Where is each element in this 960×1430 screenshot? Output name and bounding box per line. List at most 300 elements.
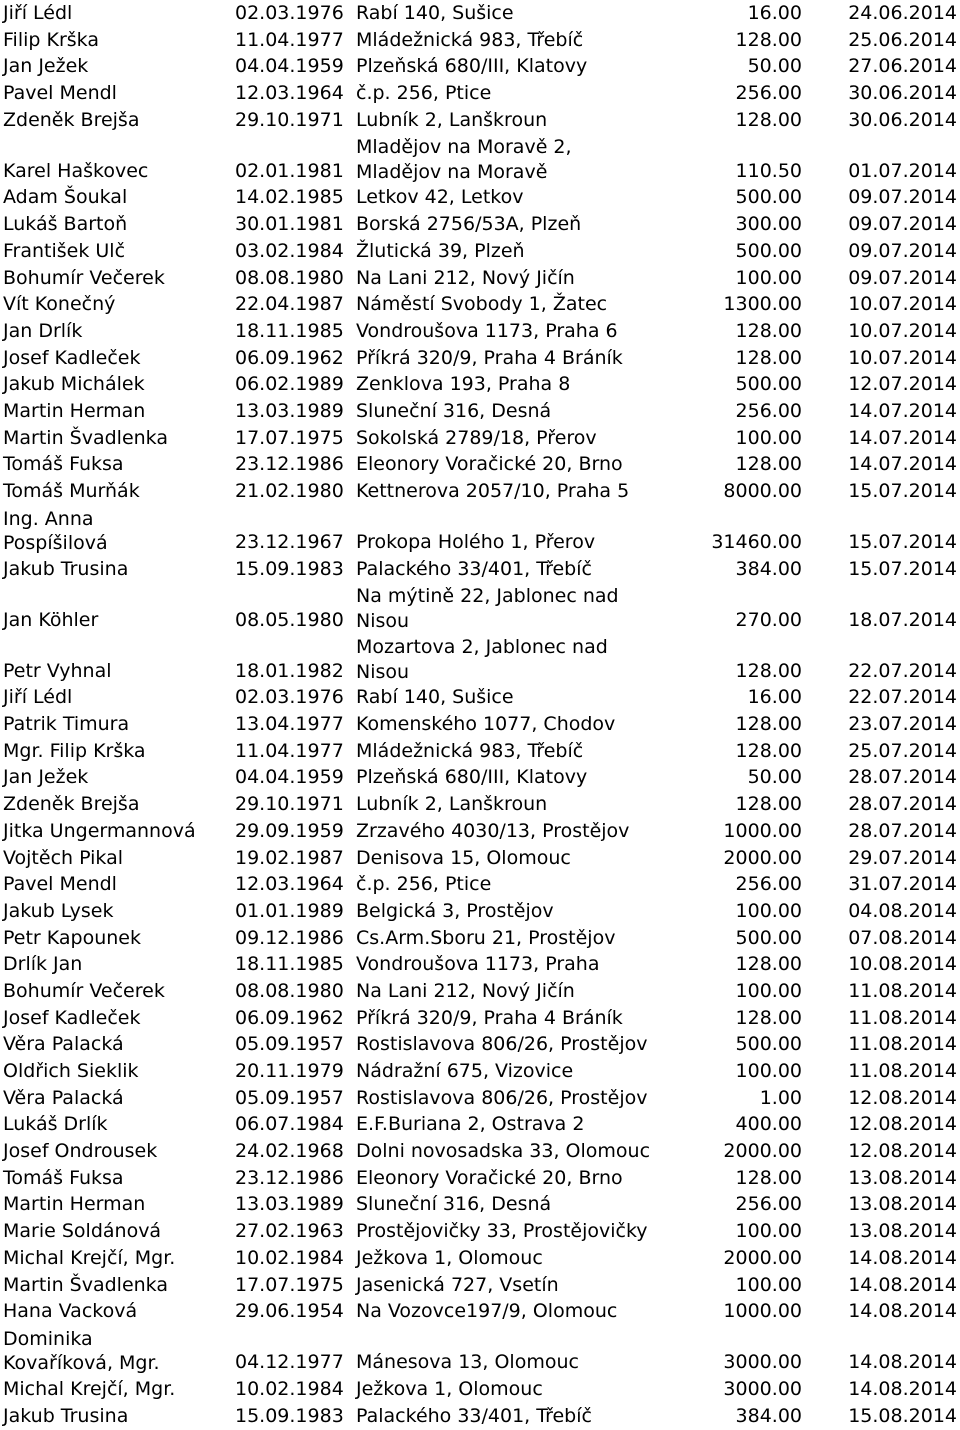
- birthdate-cell: 02.01.1981: [235, 159, 344, 182]
- name-cell: Tomáš Fuksa: [3, 1166, 124, 1189]
- address-cell: Komenského 1077, Chodov: [356, 713, 616, 736]
- name-line1: Dominika: [3, 1327, 93, 1350]
- address-cell: Prokopa Holého 1, Přerov: [356, 530, 596, 553]
- amount-cell: 400.00: [735, 1113, 802, 1136]
- table-row: [0, 818, 960, 845]
- amount-cell: 100.00: [735, 899, 802, 922]
- amount-cell: 100.00: [735, 1220, 802, 1243]
- address-cell: Na Lani 212, Nový Jičín: [356, 979, 575, 1002]
- address-cell: Kettnerova 2057/10, Praha 5: [356, 480, 630, 502]
- birthdate-cell: 06.07.1984: [235, 1113, 344, 1136]
- amount-cell: 128.00: [735, 713, 802, 736]
- address-cell: E.F.Buriana 2, Ostrava 2: [356, 1113, 585, 1136]
- amount-cell: 100.00: [735, 426, 802, 449]
- table-row: [0, 925, 960, 952]
- name-line1: Ing. Anna: [3, 507, 94, 530]
- address-cell: Zenklova 193, Praha 8: [356, 373, 571, 396]
- name-cell: Zdeněk Brejša: [3, 793, 140, 816]
- name-cell: Jiří Lédl: [3, 686, 73, 709]
- amount-cell: 384.00: [735, 1404, 802, 1427]
- birthdate-cell: 15.09.1983: [235, 557, 344, 580]
- date-cell: 23.07.2014: [848, 713, 957, 736]
- birthdate-cell: 30.01.1981: [235, 213, 344, 236]
- address-cell: Sluneční 316, Desná: [356, 399, 552, 422]
- name-cell: Jan Ježek: [3, 766, 89, 789]
- amount-cell: 128.00: [735, 453, 802, 476]
- name-cell: Vít Konečný: [3, 293, 116, 316]
- address-cell: Lubník 2, Lanškroun: [356, 793, 548, 816]
- name-cell: Jitka Ungermannová: [3, 819, 196, 842]
- table-row: [0, 738, 960, 765]
- amount-cell: 100.00: [735, 1060, 802, 1082]
- table-row: [0, 951, 960, 978]
- address-line1: Mozartova 2, Jablonec nad: [356, 636, 608, 659]
- date-cell: 13.08.2014: [848, 1220, 957, 1243]
- table-row: [0, 53, 960, 80]
- date-cell: 07.08.2014: [848, 926, 957, 949]
- birthdate-cell: 23.12.1986: [235, 453, 344, 476]
- birthdate-cell: 22.04.1987: [235, 293, 344, 316]
- name-cell: Jakub Lysek: [3, 899, 114, 922]
- birthdate-cell: 29.10.1971: [235, 108, 344, 131]
- birthdate-cell: 18.01.1982: [235, 659, 344, 682]
- birthdate-cell: 04.12.1977: [235, 1351, 344, 1374]
- table-row: [0, 633, 960, 684]
- birthdate-cell: 10.02.1984: [235, 1377, 344, 1400]
- date-cell: 29.07.2014: [848, 846, 957, 869]
- date-cell: 31.07.2014: [848, 873, 957, 896]
- address-cell: Ježkova 1, Olomouc: [356, 1377, 543, 1400]
- table-row: [0, 318, 960, 345]
- name-cell: Josef Kadleček: [3, 346, 141, 369]
- address-cell: Borská 2756/53A, Plzeň: [356, 213, 582, 236]
- name-cell: Bohumír Večerek: [3, 979, 165, 1002]
- table-row: [0, 1031, 960, 1058]
- name-cell: Lukáš Bartoň: [3, 213, 128, 236]
- amount-cell: 256.00: [735, 399, 802, 422]
- table-row: [0, 1325, 960, 1376]
- date-cell: 12.07.2014: [848, 373, 957, 396]
- address-cell: [356, 635, 608, 684]
- birthdate-cell: 27.02.1963: [235, 1220, 344, 1243]
- address-line2: Mladějov na Moravě: [356, 160, 548, 183]
- birthdate-cell: 29.09.1959: [235, 819, 344, 842]
- amount-cell: 256.00: [735, 1193, 802, 1216]
- table-row: [0, 238, 960, 265]
- date-cell: 14.08.2014: [848, 1300, 957, 1323]
- date-cell: 14.07.2014: [848, 453, 957, 476]
- address-cell: Dolni novosadska 33, Olomouc: [356, 1140, 651, 1163]
- table-row: [0, 1005, 960, 1032]
- table-row: [0, 711, 960, 738]
- table-row: [0, 451, 960, 478]
- address-cell: Prostějovičky 33, Prostějovičky: [356, 1220, 648, 1243]
- address-cell: Eleonory Voračické 20, Brno: [356, 1166, 623, 1189]
- date-cell: 11.08.2014: [848, 1060, 957, 1082]
- birthdate-cell: 17.07.1975: [235, 1273, 344, 1296]
- name-cell: Tomáš Fuksa: [3, 453, 124, 476]
- birthdate-cell: 23.12.1967: [235, 530, 344, 553]
- amount-cell: 100.00: [735, 979, 802, 1002]
- name-cell: Jakub Michálek: [3, 373, 145, 396]
- birthdate-cell: 08.08.1980: [235, 266, 344, 289]
- table-row: [0, 1272, 960, 1299]
- amount-cell: 50.00: [747, 55, 802, 78]
- address-cell: Mánesova 13, Olomouc: [356, 1351, 579, 1374]
- amount-cell: 1300.00: [723, 293, 802, 316]
- name-cell: Filip Krška: [3, 28, 99, 51]
- birthdate-cell: 02.03.1976: [235, 2, 344, 24]
- date-cell: 14.08.2014: [848, 1377, 957, 1400]
- amount-cell: 50.00: [747, 766, 802, 789]
- name-cell: [3, 1327, 160, 1376]
- address-line1: Mladějov na Moravě 2,: [356, 136, 572, 159]
- name-cell: Patrik Timura: [3, 713, 130, 736]
- table-row: [0, 1298, 960, 1325]
- table-row: [0, 265, 960, 292]
- date-cell: 12.08.2014: [848, 1086, 957, 1109]
- date-cell: 30.06.2014: [848, 82, 957, 105]
- amount-cell: 256.00: [735, 82, 802, 105]
- date-cell: 27.06.2014: [848, 55, 957, 78]
- address-cell: Příkrá 320/9, Praha 4 Bráník: [356, 1006, 623, 1029]
- birthdate-cell: 24.02.1968: [235, 1140, 344, 1163]
- table-row: [0, 345, 960, 372]
- name-cell: Drlík Jan: [3, 953, 83, 976]
- amount-cell: 128.00: [735, 659, 802, 682]
- name-cell: Oldřich Sieklik: [3, 1060, 139, 1082]
- date-cell: 18.07.2014: [848, 608, 957, 631]
- name-cell: Pavel Mendl: [3, 82, 117, 105]
- name-cell: Vojtěch Pikal: [3, 846, 124, 869]
- address-cell: Nádražní 675, Vizovice: [356, 1060, 574, 1082]
- birthdate-cell: 08.05.1980: [235, 608, 344, 631]
- date-cell: 15.07.2014: [848, 480, 957, 502]
- name-cell: Martin Herman: [3, 1193, 146, 1216]
- date-cell: 13.08.2014: [848, 1166, 957, 1189]
- address-cell: Rostislavova 806/26, Prostějov: [356, 1086, 648, 1109]
- table-row: [0, 1191, 960, 1218]
- name-cell: Věra Palacká: [3, 1086, 124, 1109]
- table-row: [0, 425, 960, 452]
- address-cell: Ježkova 1, Olomouc: [356, 1246, 543, 1269]
- name-cell: Věra Palacká: [3, 1033, 124, 1056]
- date-cell: 11.08.2014: [848, 979, 957, 1002]
- address-cell: Palackého 33/401, Třebíč: [356, 557, 592, 580]
- address-cell: Sluneční 316, Desná: [356, 1193, 552, 1216]
- table-row: [0, 291, 960, 318]
- date-cell: 14.07.2014: [848, 399, 957, 422]
- address-line2: Nisou: [356, 660, 410, 683]
- date-cell: 15.07.2014: [848, 530, 957, 553]
- date-cell: 13.08.2014: [848, 1193, 957, 1216]
- amount-cell: 128.00: [735, 1006, 802, 1029]
- birthdate-cell: 01.01.1989: [235, 899, 344, 922]
- name-line2: Pospíšilová: [3, 532, 108, 555]
- address-cell: Jasenická 727, Vsetín: [356, 1273, 559, 1296]
- amount-cell: 500.00: [735, 186, 802, 209]
- name-line2: Kovaříková, Mgr.: [3, 1352, 160, 1375]
- amount-cell: 500.00: [735, 373, 802, 396]
- amount-cell: 500.00: [735, 239, 802, 262]
- table-row: [0, 898, 960, 925]
- amount-cell: 3000.00: [723, 1377, 802, 1400]
- table-row: [0, 845, 960, 872]
- birthdate-cell: 06.09.1962: [235, 1006, 344, 1029]
- address-cell: Vondroušova 1173, Praha 6: [356, 319, 618, 342]
- amount-cell: 16.00: [747, 2, 802, 24]
- table-row: [0, 556, 960, 583]
- table-row: [0, 80, 960, 107]
- name-cell: Petr Vyhnal: [3, 659, 112, 682]
- table-row: [0, 1085, 960, 1112]
- address-cell: č.p. 256, Ptice: [356, 82, 492, 105]
- date-cell: 25.07.2014: [848, 739, 957, 762]
- birthdate-cell: 14.02.1985: [235, 186, 344, 209]
- name-cell: Jakub Trusina: [3, 1404, 129, 1427]
- date-cell: 22.07.2014: [848, 686, 957, 709]
- amount-cell: 384.00: [735, 557, 802, 580]
- birthdate-cell: 12.03.1964: [235, 82, 344, 105]
- name-cell: Mgr. Filip Krška: [3, 739, 146, 762]
- birthdate-cell: 11.04.1977: [235, 739, 344, 762]
- name-cell: Jakub Trusina: [3, 557, 129, 580]
- birthdate-cell: 09.12.1986: [235, 926, 344, 949]
- birthdate-cell: 13.04.1977: [235, 713, 344, 736]
- date-cell: 14.08.2014: [848, 1273, 957, 1296]
- amount-cell: 128.00: [735, 28, 802, 51]
- amount-cell: 2000.00: [723, 1246, 802, 1269]
- name-cell: Pavel Mendl: [3, 873, 117, 896]
- name-cell: Martin Švadlenka: [3, 1273, 168, 1296]
- birthdate-cell: 18.11.1985: [235, 319, 344, 342]
- name-cell: Hana Vacková: [3, 1300, 138, 1323]
- address-cell: Rabí 140, Sušice: [356, 2, 514, 24]
- date-cell: 10.07.2014: [848, 319, 957, 342]
- table-row: [0, 27, 960, 54]
- birthdate-cell: 11.04.1977: [235, 28, 344, 51]
- date-cell: 10.07.2014: [848, 346, 957, 369]
- table-row: [0, 107, 960, 134]
- date-cell: 09.07.2014: [848, 186, 957, 209]
- address-cell: č.p. 256, Ptice: [356, 873, 492, 896]
- date-cell: 10.08.2014: [848, 953, 957, 976]
- address-cell: Rabí 140, Sušice: [356, 686, 514, 709]
- amount-cell: 128.00: [735, 739, 802, 762]
- address-cell: Denisova 15, Olomouc: [356, 846, 571, 869]
- table-row: [0, 1111, 960, 1138]
- amount-cell: 128.00: [735, 319, 802, 342]
- amount-cell: 300.00: [735, 213, 802, 236]
- address-cell: Žlutická 39, Plzeň: [356, 239, 525, 262]
- address-line1: Na mýtině 22, Jablonec nad: [356, 585, 619, 608]
- address-cell: Mládežnická 983, Třebíč: [356, 739, 584, 762]
- birthdate-cell: 13.03.1989: [235, 399, 344, 422]
- birthdate-cell: 12.03.1964: [235, 873, 344, 896]
- date-cell: 12.08.2014: [848, 1113, 957, 1136]
- table-row: [0, 582, 960, 633]
- address-cell: Eleonory Voračické 20, Brno: [356, 453, 623, 476]
- name-cell: Jan Ježek: [3, 55, 89, 78]
- birthdate-cell: 05.09.1957: [235, 1086, 344, 1109]
- address-cell: Plzeňská 680/III, Klatovy: [356, 766, 588, 789]
- amount-cell: 128.00: [735, 108, 802, 131]
- amount-cell: 110.50: [735, 159, 802, 182]
- date-cell: 12.08.2014: [848, 1140, 957, 1163]
- table-row: [0, 133, 960, 184]
- name-cell: Michal Krejčí, Mgr.: [3, 1377, 176, 1400]
- date-cell: 25.06.2014: [848, 28, 957, 51]
- address-cell: Mládežnická 983, Třebíč: [356, 28, 584, 51]
- date-cell: 30.06.2014: [848, 108, 957, 131]
- address-cell: Na Vozovce197/9, Olomouc: [356, 1300, 618, 1323]
- address-cell: Lubník 2, Lanškroun: [356, 108, 548, 131]
- name-cell: Lukáš Drlík: [3, 1113, 108, 1136]
- name-cell: František Ulč: [3, 239, 126, 262]
- birthdate-cell: 13.03.1989: [235, 1193, 344, 1216]
- name-cell: Jan Drlík: [3, 319, 83, 342]
- table-row: [0, 1218, 960, 1245]
- name-cell: Bohumír Večerek: [3, 266, 165, 289]
- date-cell: 14.08.2014: [848, 1246, 957, 1269]
- date-cell: 09.07.2014: [848, 213, 957, 236]
- address-cell: [356, 135, 572, 184]
- date-cell: 04.08.2014: [848, 899, 957, 922]
- birthdate-cell: 15.09.1983: [235, 1404, 344, 1427]
- name-cell: Marie Soldánová: [3, 1220, 162, 1243]
- address-cell: Příkrá 320/9, Praha 4 Bráník: [356, 346, 623, 369]
- table-row: [0, 1403, 960, 1430]
- date-cell: 28.07.2014: [848, 793, 957, 816]
- birthdate-cell: 17.07.1975: [235, 426, 344, 449]
- name-cell: Josef Ondrousek: [3, 1140, 158, 1163]
- address-cell: Zrzavého 4030/13, Prostějov: [356, 819, 630, 842]
- birthdate-cell: 02.03.1976: [235, 686, 344, 709]
- date-cell: 01.07.2014: [848, 159, 957, 182]
- address-cell: Náměstí Svobody 1, Žatec: [356, 293, 608, 316]
- table-row: [0, 1376, 960, 1403]
- address-cell: Rostislavova 806/26, Prostějov: [356, 1033, 648, 1056]
- address-cell: [356, 584, 619, 633]
- table-row: [0, 1138, 960, 1165]
- table-row: [0, 184, 960, 211]
- name-cell: Martin Herman: [3, 399, 146, 422]
- date-cell: 14.08.2014: [848, 1351, 957, 1374]
- table-row: [0, 0, 960, 27]
- amount-cell: 1000.00: [723, 1300, 802, 1323]
- birthdate-cell: 06.02.1989: [235, 373, 344, 396]
- address-cell: Sokolská 2789/18, Přerov: [356, 426, 597, 449]
- date-cell: 28.07.2014: [848, 766, 957, 789]
- date-cell: 10.07.2014: [848, 293, 957, 316]
- amount-cell: 16.00: [747, 686, 802, 709]
- address-cell: Palackého 33/401, Třebíč: [356, 1404, 592, 1427]
- birthdate-cell: 29.10.1971: [235, 793, 344, 816]
- date-cell: 24.06.2014: [848, 2, 957, 24]
- amount-cell: 100.00: [735, 266, 802, 289]
- name-cell: Martin Švadlenka: [3, 426, 168, 449]
- birthdate-cell: 23.12.1986: [235, 1166, 344, 1189]
- amount-cell: 1.00: [759, 1086, 802, 1109]
- table-row: [0, 684, 960, 711]
- date-cell: 15.08.2014: [848, 1404, 957, 1427]
- amount-cell: 3000.00: [723, 1351, 802, 1374]
- table-row: [0, 764, 960, 791]
- date-cell: 11.08.2014: [848, 1006, 957, 1029]
- date-cell: 11.08.2014: [848, 1033, 957, 1056]
- amount-cell: 128.00: [735, 346, 802, 369]
- date-cell: 14.07.2014: [848, 426, 957, 449]
- amount-cell: 31460.00: [711, 530, 802, 553]
- birthdate-cell: 20.11.1979: [235, 1060, 344, 1082]
- address-cell: Cs.Arm.Sboru 21, Prostějov: [356, 926, 616, 949]
- amount-cell: 500.00: [735, 926, 802, 949]
- address-line2: Nisou: [356, 609, 410, 632]
- table-row: [0, 1165, 960, 1192]
- name-cell: Zdeněk Brejša: [3, 108, 140, 131]
- table-row: [0, 478, 960, 505]
- name-cell: Jan Köhler: [3, 608, 99, 631]
- address-cell: Na Lani 212, Nový Jičín: [356, 266, 575, 289]
- birthdate-cell: 08.08.1980: [235, 979, 344, 1002]
- amount-cell: 8000.00: [723, 480, 802, 502]
- amount-cell: 2000.00: [723, 1140, 802, 1163]
- date-cell: 09.07.2014: [848, 239, 957, 262]
- amount-cell: 128.00: [735, 953, 802, 976]
- amount-cell: 500.00: [735, 1033, 802, 1056]
- birthdate-cell: 05.09.1957: [235, 1033, 344, 1056]
- birthdate-cell: 21.02.1980: [235, 480, 344, 502]
- table-row: [0, 978, 960, 1005]
- table-row: [0, 871, 960, 898]
- address-cell: Plzeňská 680/III, Klatovy: [356, 55, 588, 78]
- birthdate-cell: 18.11.1985: [235, 953, 344, 976]
- amount-cell: 2000.00: [723, 846, 802, 869]
- table-row: [0, 1245, 960, 1272]
- name-cell: Petr Kapounek: [3, 926, 142, 949]
- table-row: [0, 791, 960, 818]
- amount-cell: 100.00: [735, 1273, 802, 1296]
- address-cell: Vondroušova 1173, Praha: [356, 953, 600, 976]
- name-cell: [3, 507, 108, 556]
- birthdate-cell: 06.09.1962: [235, 346, 344, 369]
- table-row: [0, 1058, 960, 1085]
- address-cell: Belgická 3, Prostějov: [356, 899, 554, 922]
- name-cell: Jiří Lédl: [3, 2, 73, 24]
- table-row: [0, 371, 960, 398]
- birthdate-cell: 03.02.1984: [235, 239, 344, 262]
- date-cell: 15.07.2014: [848, 557, 957, 580]
- name-cell: Michal Krejčí, Mgr.: [3, 1246, 176, 1269]
- amount-cell: 270.00: [735, 608, 802, 631]
- birthdate-cell: 04.04.1959: [235, 55, 344, 78]
- table-row: [0, 398, 960, 425]
- birthdate-cell: 19.02.1987: [235, 846, 344, 869]
- name-cell: Josef Kadleček: [3, 1006, 141, 1029]
- name-cell: Adam Šoukal: [3, 186, 128, 209]
- birthdate-cell: 04.04.1959: [235, 766, 344, 789]
- birthdate-cell: 10.02.1984: [235, 1246, 344, 1269]
- date-cell: 28.07.2014: [848, 819, 957, 842]
- date-cell: 09.07.2014: [848, 266, 957, 289]
- name-cell: Tomáš Murňák: [3, 480, 140, 502]
- date-cell: 22.07.2014: [848, 659, 957, 682]
- amount-cell: 256.00: [735, 873, 802, 896]
- amount-cell: 128.00: [735, 793, 802, 816]
- address-cell: Letkov 42, Letkov: [356, 186, 524, 209]
- amount-cell: 128.00: [735, 1166, 802, 1189]
- birthdate-cell: 29.06.1954: [235, 1300, 344, 1323]
